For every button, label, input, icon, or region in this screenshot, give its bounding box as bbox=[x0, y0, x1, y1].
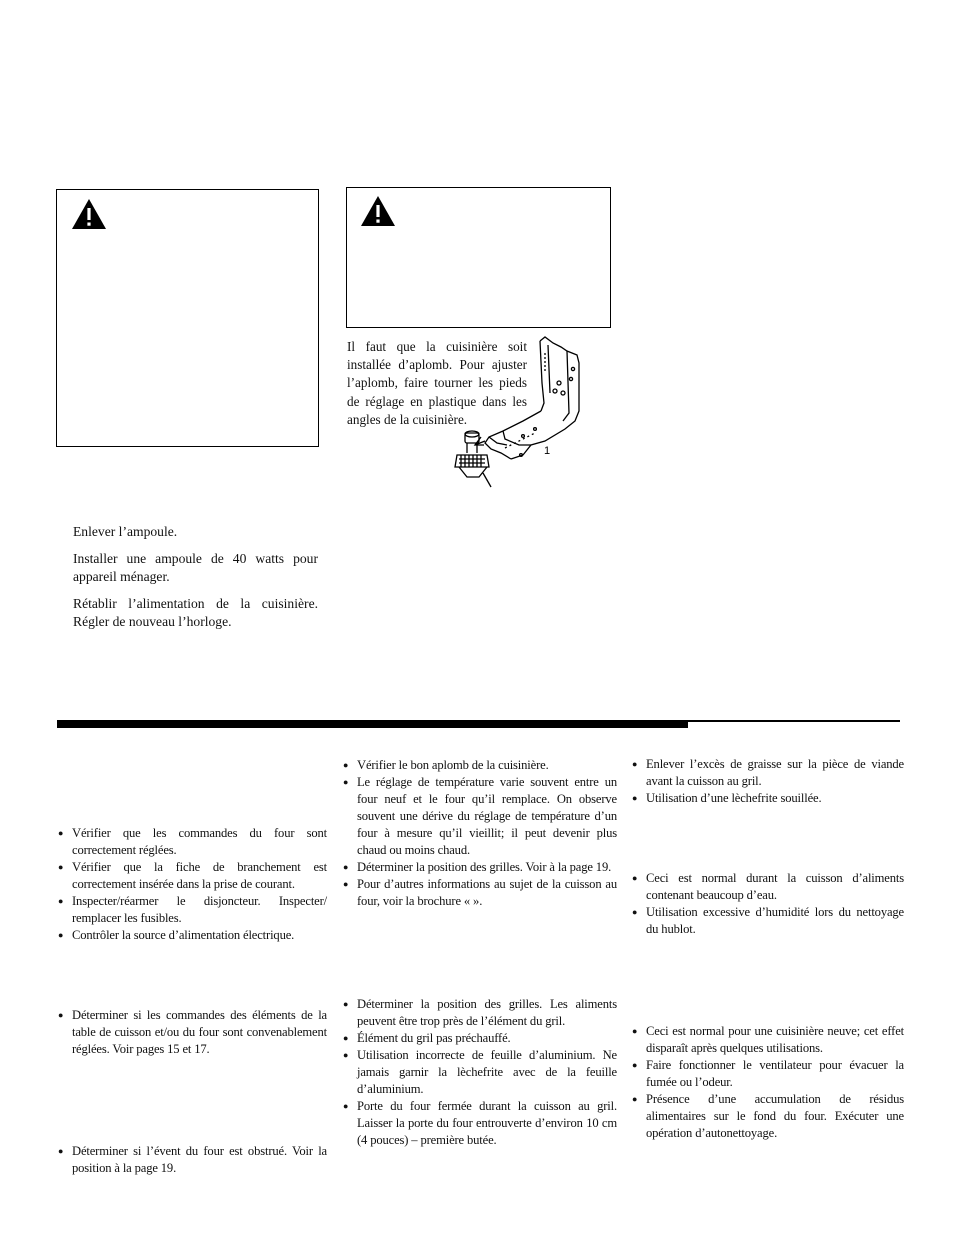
warning-triangle-icon bbox=[71, 198, 107, 230]
list-item: ● Pour d’autres informations au sujet de la cuisson au four, voir la brochure « ». bbox=[343, 876, 617, 910]
list-item: ● Faire fonctionner le ventilateur pour évacuer la fumée ou l’odeur. bbox=[632, 1057, 904, 1091]
leveling-instructions: Il faut que la cuisinière soit installée d’aplomb. Pour ajuster l’aplomb, faire tourner les pieds de réglage en plastique dans les angles de la cuisinière. bbox=[347, 339, 527, 427]
list-item: ● Utilisation d’une lèchefrite souillée. bbox=[632, 790, 904, 807]
list-item: ● Déterminer si l’évent du four est obstrué. Voir la position à la page 19. bbox=[58, 1143, 327, 1177]
list-item: ● Porte du four fermée durant la cuisson au gril. Laisser la porte du four entrouverte d’environ 10 cm (4 pouces) – première butée. bbox=[343, 1098, 617, 1149]
list-item: ● Enlever l’excès de graisse sur la pièce de viande avant la cuisson au gril. bbox=[632, 756, 904, 790]
warning-box-right bbox=[346, 187, 611, 328]
list-item: ● Vérifier le bon aplomb de la cuisinière. bbox=[343, 757, 617, 774]
list-item: ● Ceci est normal pour une cuisinière neuve; cet effet disparaît après quelques utilisations. bbox=[632, 1023, 904, 1057]
column2-group2-list bbox=[343, 996, 617, 1149]
list-item: ● Inspecter/réarmer le disjoncteur. Inspecter/ remplacer les fusibles. bbox=[58, 893, 327, 927]
list-item: ● Vérifier que la fiche de branchement est correctement insérée dans la prise de courant. bbox=[58, 859, 327, 893]
bulb-step-1: Enlever l’ampoule. bbox=[73, 524, 178, 539]
column3-group3-list bbox=[632, 1023, 904, 1142]
list-item: ● Déterminer la position des grilles. Les aliments peuvent être trop près de l’élément du gril. bbox=[343, 996, 617, 1030]
column1-group3-list bbox=[58, 1143, 327, 1177]
list-item: ● Déterminer la position des grilles. Voir à la page 19. bbox=[343, 859, 617, 876]
list-item: ● Déterminer si les commandes des éléments de la table de cuisson et/ou du four sont convenablement réglées. Voir pages 15 et 17. bbox=[58, 1007, 327, 1058]
list-item: ● Ceci est normal durant la cuisson d’aliments contenant beaucoup d’eau. bbox=[632, 870, 904, 904]
bulb-step-2: Installer une ampoule de 40 watts pour appareil ménager. bbox=[73, 551, 318, 584]
column3-group2-list bbox=[632, 870, 904, 938]
list-item: ● Le réglage de température varie souvent entre un four neuf et le four qu’il remplace. On observe souvent une dérive du réglage de température d’un four à mesure qu’il vieillit; il peut devenir plus chaud ou moins chaud. bbox=[343, 774, 617, 859]
list-item: ● Utilisation excessive d’humidité lors du nettoyage du hublot. bbox=[632, 904, 904, 938]
section-divider-thin bbox=[688, 720, 900, 722]
list-item: ● Présence d’une accumulation de résidus alimentaires sur le fond du four. Exécuter une opération d’autonettoyage. bbox=[632, 1091, 904, 1142]
bulb-replacement-steps bbox=[73, 523, 318, 631]
warning-box-left bbox=[56, 189, 319, 447]
leveling-bracket-illustration bbox=[445, 333, 585, 491]
list-item: ● Élément du gril pas préchauffé. bbox=[343, 1030, 617, 1047]
list-item: ● Contrôler la source d’alimentation électrique. bbox=[58, 927, 327, 944]
column1-group1-list bbox=[58, 825, 327, 944]
column1-group2-list bbox=[58, 1007, 327, 1058]
list-item: ● Utilisation incorrecte de feuille d’aluminium. Ne jamais garnir la lèchefrite avec de la feuille d’aluminium. bbox=[343, 1047, 617, 1098]
bulb-step-3: Rétablir l’alimentation de la cuisinière. Régler de nouveau l’horloge. bbox=[73, 596, 318, 629]
list-item: ● Vérifier que les commandes du four sont correctement réglées. bbox=[58, 825, 327, 859]
column3-group1-list bbox=[632, 756, 904, 807]
figure-callout-number: 1 bbox=[544, 445, 551, 457]
section-divider-thick bbox=[57, 720, 688, 728]
warning-triangle-icon bbox=[360, 195, 396, 227]
column2-group1-list bbox=[343, 757, 617, 910]
